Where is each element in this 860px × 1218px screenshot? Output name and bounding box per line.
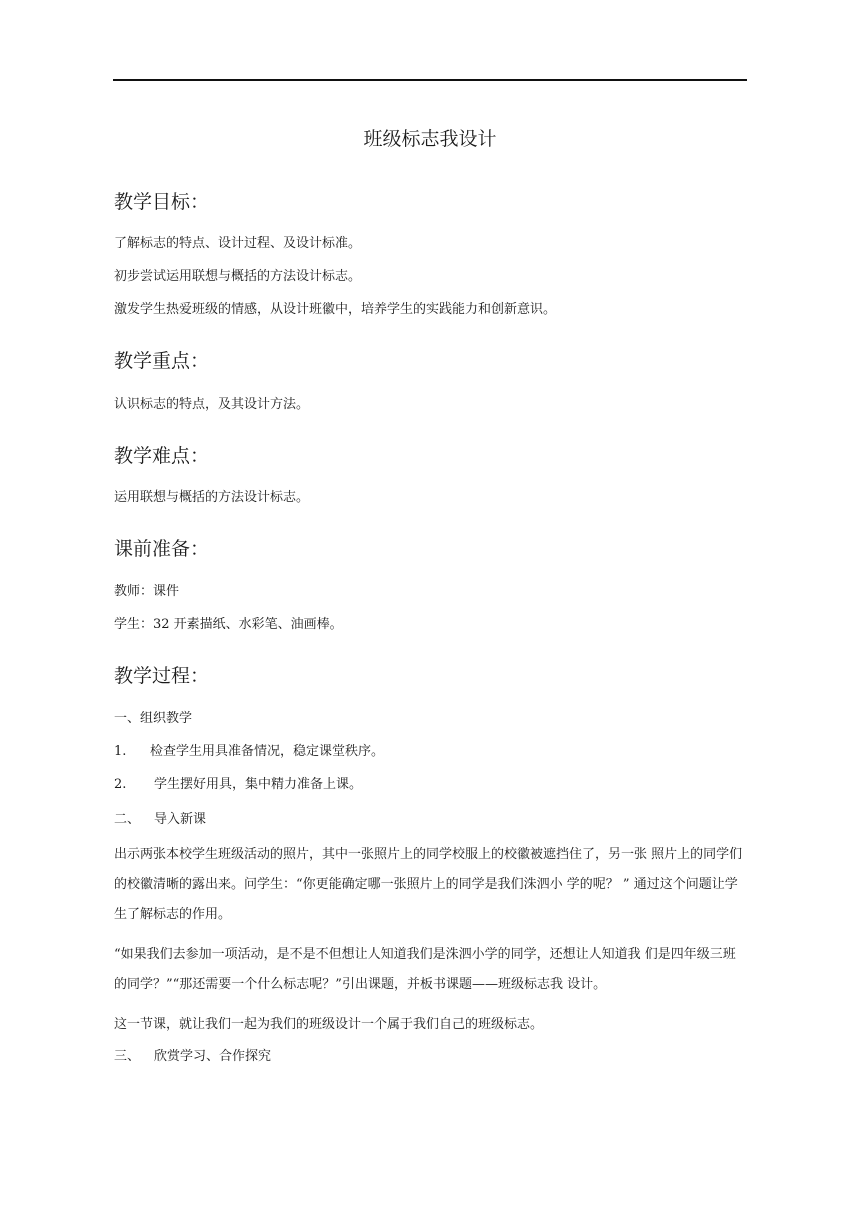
process-step-2 [114,811,206,829]
paragraph: 出示两张本校学生班级活动的照片，其中一张照片上的同学校服上的校徽被遮挡住了，另一张 照片上的同学们的校徽清晰的露出来。问学生：“你更能确定哪一张照片上的同学是我们洙泗小 学的呢？ ” 通过这个问题让学生了解标志的作用。 [114,847,743,922]
header-rule [113,79,747,81]
heading-difficulties: 教学难点： [114,445,210,467]
process-step-1: 一、组织教学 [114,711,193,726]
step-number: 二、 [114,812,141,827]
goal-item: 初步尝试运用联想与概括的方法设计标志。 [114,269,362,284]
process-step-1-item [114,743,384,761]
heading-goals: 教学目标： [114,191,210,213]
item-text: 检查学生用具准备情况，稳定课堂秩序。 [150,744,385,759]
process-step-3 [114,1048,271,1066]
preparation-item: 学生：32 开素描纸、水彩笔、油画棒。 [114,617,343,632]
difficulty-item: 运用联想与概括的方法设计标志。 [114,490,310,505]
heading-key-points: 教学重点： [114,350,210,372]
item-number: 1. [114,744,127,759]
preparation-item: 教师：课件 [114,584,180,599]
goal-item: 激发学生热爱班级的情感，从设计班徽中，培养学生的实践能力和创新意识。 [114,302,557,317]
item-text: 学生摆好用具，集中精力准备上课。 [154,777,363,792]
item-number: 2. [114,777,127,792]
paragraph: 这一节课，就让我们一起为我们的班级设计一个属于我们自己的班级标志。 [114,1017,544,1032]
key-point-item: 认识标志的特点，及其设计方法。 [114,397,310,412]
goal-item: 了解标志的特点、设计过程、及设计标准。 [114,236,362,251]
step-number: 三、 [114,1049,141,1064]
paragraph: “如果我们去参加一项活动，是不是不但想让人知道我们是洙泗小学的同学，还想让人知道我 们是四年级三班的同学？”“那还需要一个什么标志呢？”引出课题，并板书课题——班级标志我 设计。 [114,947,736,992]
step-title: 欣赏学习、合作探究 [154,1049,272,1064]
step-title: 导入新课 [154,812,207,827]
heading-process: 教学过程： [114,665,210,687]
process-step-1-item [114,776,362,794]
heading-preparation: 课前准备： [114,538,210,560]
document-title: 班级标志我设计 [363,128,497,150]
